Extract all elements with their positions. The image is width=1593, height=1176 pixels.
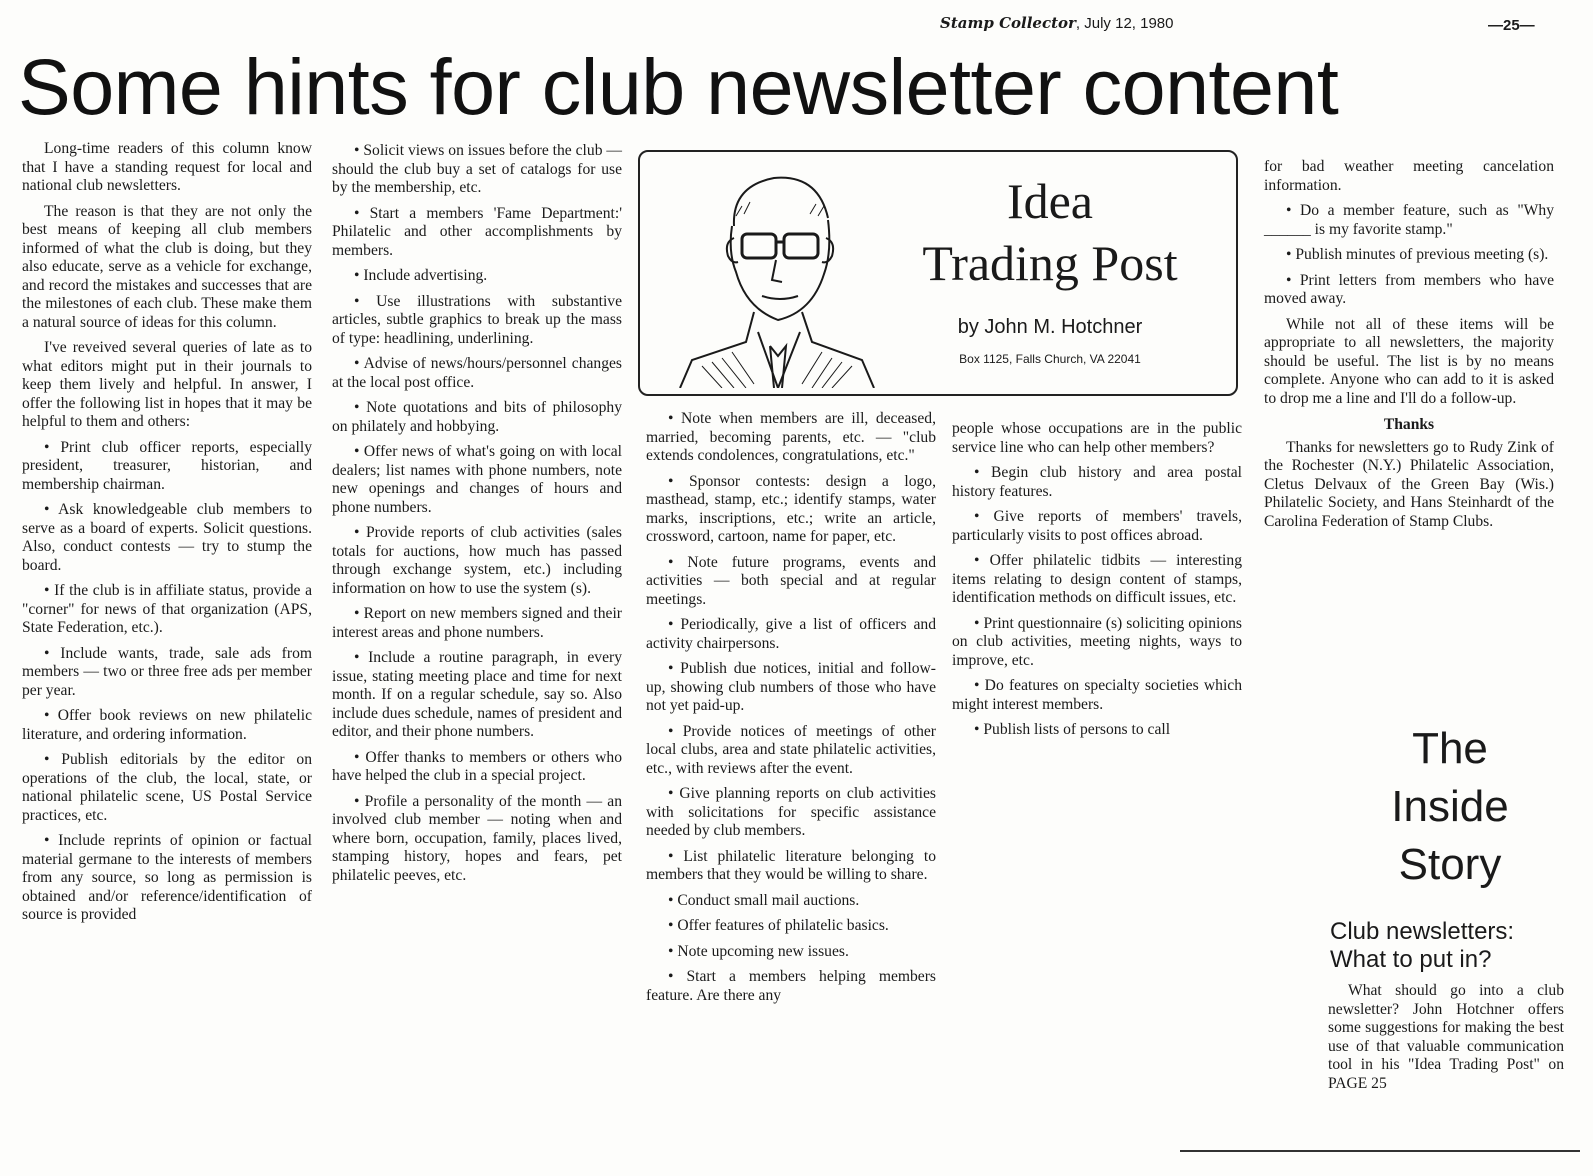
list-item: • Offer thanks to members or others who have helped the club in a special project.	[332, 748, 622, 784]
column-1	[22, 140, 312, 932]
list-item: • Publish lists of persons to call	[974, 721, 1171, 738]
list-item: • Print letters from members who have moved away.	[1264, 271, 1554, 307]
list-item: • Give reports of members' travels, particularly visits to post offices abroad.	[952, 508, 1242, 544]
list-item: • Note future programs, events and activities — both special and at regular meetings.	[646, 553, 936, 608]
ad-title-line-1: Idea	[1006, 173, 1094, 229]
column-3	[646, 410, 936, 1012]
headline: Some hints for club newsletter content	[18, 42, 1339, 131]
list-item: • Include a routine paragraph, in every issue, stating meeting place and time for next month. If on a regular schedule, say so. Also include dues schedule, names of president and editor, and their phone numbers.	[332, 649, 622, 740]
list-item: • Publish editorials by the editor on operations of the club, the local, state, or national philatelic scene, US Postal Service practices, etc.	[22, 751, 312, 824]
list-item: • Advise of news/hours/personnel changes at the local post office.	[332, 355, 622, 391]
inside-story-text: What should go into a club newsletter? John Hotchner offers some suggestions for making the best use of that valuable communication tool in his "Idea Trading Post" on PAGE 25	[1328, 982, 1564, 1092]
paragraph: people whose occupations are in the public service line who can help other members?	[952, 420, 1242, 456]
list-item: • Include reprints of opinion or factual material germane to the interests of members from any source, so long as permission is obtained and/or reference/identification of source is provided	[22, 832, 312, 923]
list-item: • Note quotations and bits of philosophy on philately and hobbying.	[332, 399, 622, 435]
list-item: • Periodically, give a list of officers and activity chairpersons.	[646, 616, 936, 652]
masthead	[940, 14, 1174, 32]
inside-story-subtitle-line-1: Club newsletters:	[1330, 918, 1515, 945]
page-number: —25—	[1488, 17, 1535, 34]
column-5	[1264, 158, 1554, 538]
paragraph: I've reveived several queries of late as to what editors might put in their journals to keep them lively and helpful. In answer, I offer the following list in hopes that it may be helpful to them and others:	[22, 339, 312, 430]
list-item: • Do a member feature, such as "Why ______ is my favorite stamp."	[1264, 202, 1554, 238]
list-item: • Do features on specialty societies which might interest members.	[952, 677, 1242, 713]
ad-title	[870, 170, 1230, 294]
list-item: • Report on new members signed and their interest areas and phone numbers.	[332, 605, 622, 641]
issue-date: , July 12, 1980	[1075, 15, 1174, 32]
inside-story-blurb	[1328, 982, 1564, 1093]
list-item: • Use illustrations with substantive articles, subtle graphics to break up the mass of type: headlining, underlining.	[332, 292, 622, 347]
column-2	[332, 142, 622, 892]
list-item: • Provide notices of meetings of other local clubs, area and state philatelic activities, etc., with reviews after the event.	[646, 722, 936, 777]
bottom-rule	[1180, 1150, 1580, 1152]
list-item: • Publish due notices, initial and follow-up, showing club numbers of those who have not yet paid-up.	[646, 660, 936, 714]
column-4	[952, 420, 1242, 747]
inside-story-title	[1350, 720, 1550, 894]
list-item: • Ask knowledgeable club members to serve as a board of experts. Solicit questions. Also, conduct contests — try to stump the board.	[22, 501, 312, 574]
list-item: • Start a members 'Fame Department:' Philatelic and other accomplishments by members.	[332, 204, 622, 259]
paragraph: for bad weather meeting cancelation information.	[1264, 158, 1554, 194]
thanks-paragraph: Thanks for newsletters go to Rudy Zink of the Rochester (N.Y.) Philatelic Association, Cletus Delvaux of the Green Bay (Wis.) Philatelic Society, and Hans Steinhardt of the Carolina Federation of Stamp Clubs.	[1264, 438, 1554, 530]
list-item: • Conduct small mail auctions.	[668, 891, 860, 909]
list-item: • Offer philatelic tidbits — interesting items relating to design content of stamps, identification methods on difficult issues, etc.	[952, 552, 1242, 606]
list-item: • Publish minutes of previous meeting (s).	[1286, 246, 1549, 263]
list-item: • Include wants, trade, sale ads from members — two or three free ads per member per year.	[22, 644, 312, 699]
list-item: • Offer features of philatelic basics.	[668, 917, 889, 934]
inside-story-title-line-1: The	[1412, 724, 1488, 773]
list-item: • If the club is in affiliate status, provide a "corner" for news of that organization (APS, State Federation, etc.).	[22, 582, 312, 636]
paragraph: Long-time readers of this column know that I have a standing request for local and national club newsletters.	[22, 140, 312, 194]
byline: by John M. Hotchner	[957, 316, 1143, 338]
list-item: • Offer news of what's going on with local dealers; list names with phone numbers, note new openings and changes of hours and phone numbers.	[332, 443, 622, 516]
inside-story-subtitle	[1330, 918, 1570, 974]
list-item: • Provide reports of club activities (sales totals for auctions, how much has passed through exchange system, etc.) including information on how to use the system (s).	[332, 524, 622, 597]
list-item: • Start a members helping members feature. Are there any	[646, 968, 936, 1004]
list-item: • Include advertising.	[354, 267, 488, 284]
list-item: • Note when members are ill, deceased, married, becoming parents, etc. — "club extends condolences, congratulations, etc."	[646, 410, 936, 464]
list-item: • Print club officer reports, especially president, treasurer, historian, and membership chairman.	[22, 438, 312, 493]
author-address: Box 1125, Falls Church, VA 22041	[959, 352, 1141, 366]
list-item: • Sponsor contests: design a logo, masthead, stamp, etc.; identify stamps, water marks, inscriptions, etc.; write an article, crossword, cartoon, name for paper, etc.	[646, 472, 936, 545]
paragraph: While not all of these items will be appropriate to all newsletters, the majority should be useful. The list is by no means complete. Anyone who can add to it is asked to drop me a line and I'll do a follow-up.	[1264, 315, 1554, 407]
paragraph: The reason is that they are not only the best means of keeping all club members informed of what the club is doing, but they also educate, serve as a vehicle for exchange, and record the mistakes and successes that are the milestones of each club. These make them a natural source of ideas for this column.	[22, 202, 312, 331]
author-portrait-icon	[662, 156, 892, 388]
publication-name: Stamp Collector	[940, 14, 1076, 32]
list-item: • Profile a personality of the month — an involved club member — noting when and where born, occupation, family, places lived, stamping history, hopes and fears, pet philatelic peeves, etc.	[332, 792, 622, 884]
list-item: • Note upcoming new issues.	[668, 942, 849, 960]
inside-story-title-line-3: Story	[1398, 840, 1502, 889]
inside-story-title-line-2: Inside	[1391, 782, 1509, 831]
idea-trading-post-box	[638, 150, 1238, 396]
thanks-heading: Thanks	[1383, 416, 1435, 433]
list-item: • Print questionnaire (s) soliciting opinions on club activities, meeting nights, ways to improve, etc.	[952, 614, 1242, 669]
list-item: • Give planning reports on club activities with solicitations for specific assistance needed by club members.	[646, 785, 936, 839]
list-item: • Offer book reviews on new philatelic literature, and ordering information.	[22, 707, 312, 743]
ad-title-line-2: Trading Post	[922, 235, 1178, 291]
inside-story-subtitle-line-2: What to put in?	[1330, 946, 1492, 973]
list-item: • List philatelic literature belonging to members that they would be willing to share.	[646, 847, 936, 883]
list-item: • Begin club history and area postal history features.	[952, 464, 1242, 500]
list-item: • Solicit views on issues before the club — should the club buy a set of catalogs for use by the membership, etc.	[332, 142, 622, 196]
